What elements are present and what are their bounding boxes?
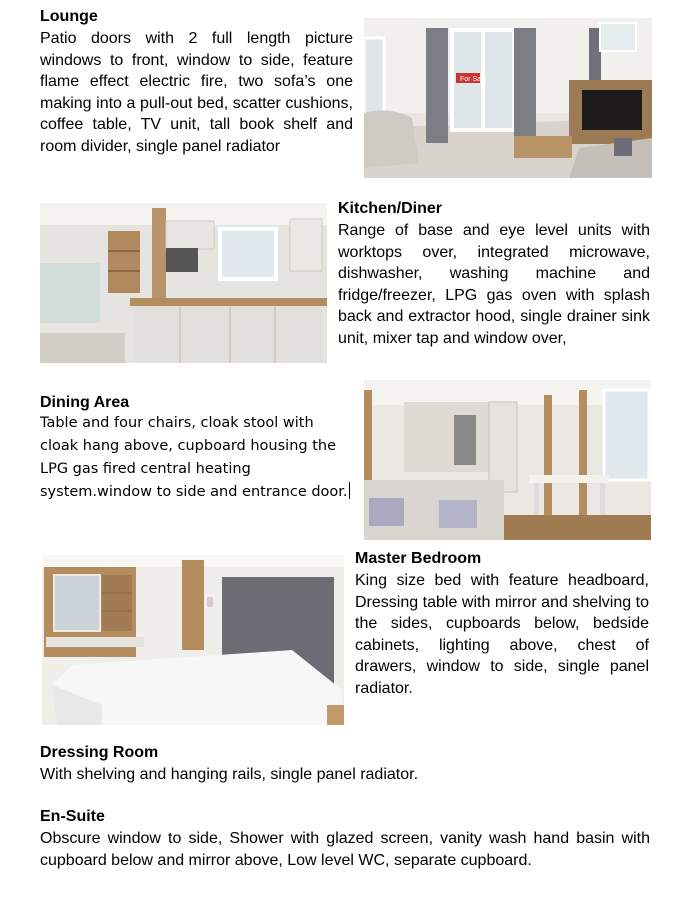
bedroom-photo bbox=[42, 555, 344, 725]
dressing-description: With shelving and hanging rails, single panel radiator. bbox=[40, 766, 419, 783]
text-cursor bbox=[349, 482, 350, 499]
lounge-description: Patio doors with 2 full length picture windows to front, window to side, feature flame effect electric fire, two sofa’s one making into a pull-out bed, scatter cushions, coffee table, TV unit, tall book shelf and room divider, single panel radiator bbox=[40, 30, 353, 155]
dressing-heading: Dressing Room bbox=[40, 744, 159, 761]
kitchen-heading: Kitchen/Diner bbox=[338, 200, 443, 217]
ensuite-heading: En-Suite bbox=[40, 808, 105, 825]
for-sale-sign: For Sale bbox=[460, 76, 487, 83]
ensuite-description: Obscure window to side, Shower with glazed screen, vanity wash hand basin with cupboard below and mirror above, Low level WC, separate cupboard. bbox=[40, 830, 650, 869]
bedroom-heading: Master Bedroom bbox=[355, 550, 482, 567]
dining-description: Table and four chairs, cloak stool with cloak hang above, cupboard housing the LPG gas fired central heating system.window to side and entrance door. bbox=[40, 415, 348, 500]
dining-photo bbox=[364, 380, 651, 540]
lounge-photo bbox=[364, 18, 652, 178]
bedroom-description: King size bed with feature headboard, Dressing table with mirror and shelving to the sides, cupboards below, bedside cabinets, lighting above, chest of drawers, window to side, single panel radiator. bbox=[355, 572, 649, 697]
kitchen-photo bbox=[40, 203, 327, 363]
lounge-heading: Lounge bbox=[40, 8, 98, 25]
kitchen-description: Range of base and eye level units with worktops over, integrated microwave, dishwasher, washing machine and fridge/freezer, LPG gas oven with splash back and extractor hood, single drainer sink unit, mixer tap and window over, bbox=[338, 222, 650, 347]
dining-heading: Dining Area bbox=[40, 394, 130, 411]
